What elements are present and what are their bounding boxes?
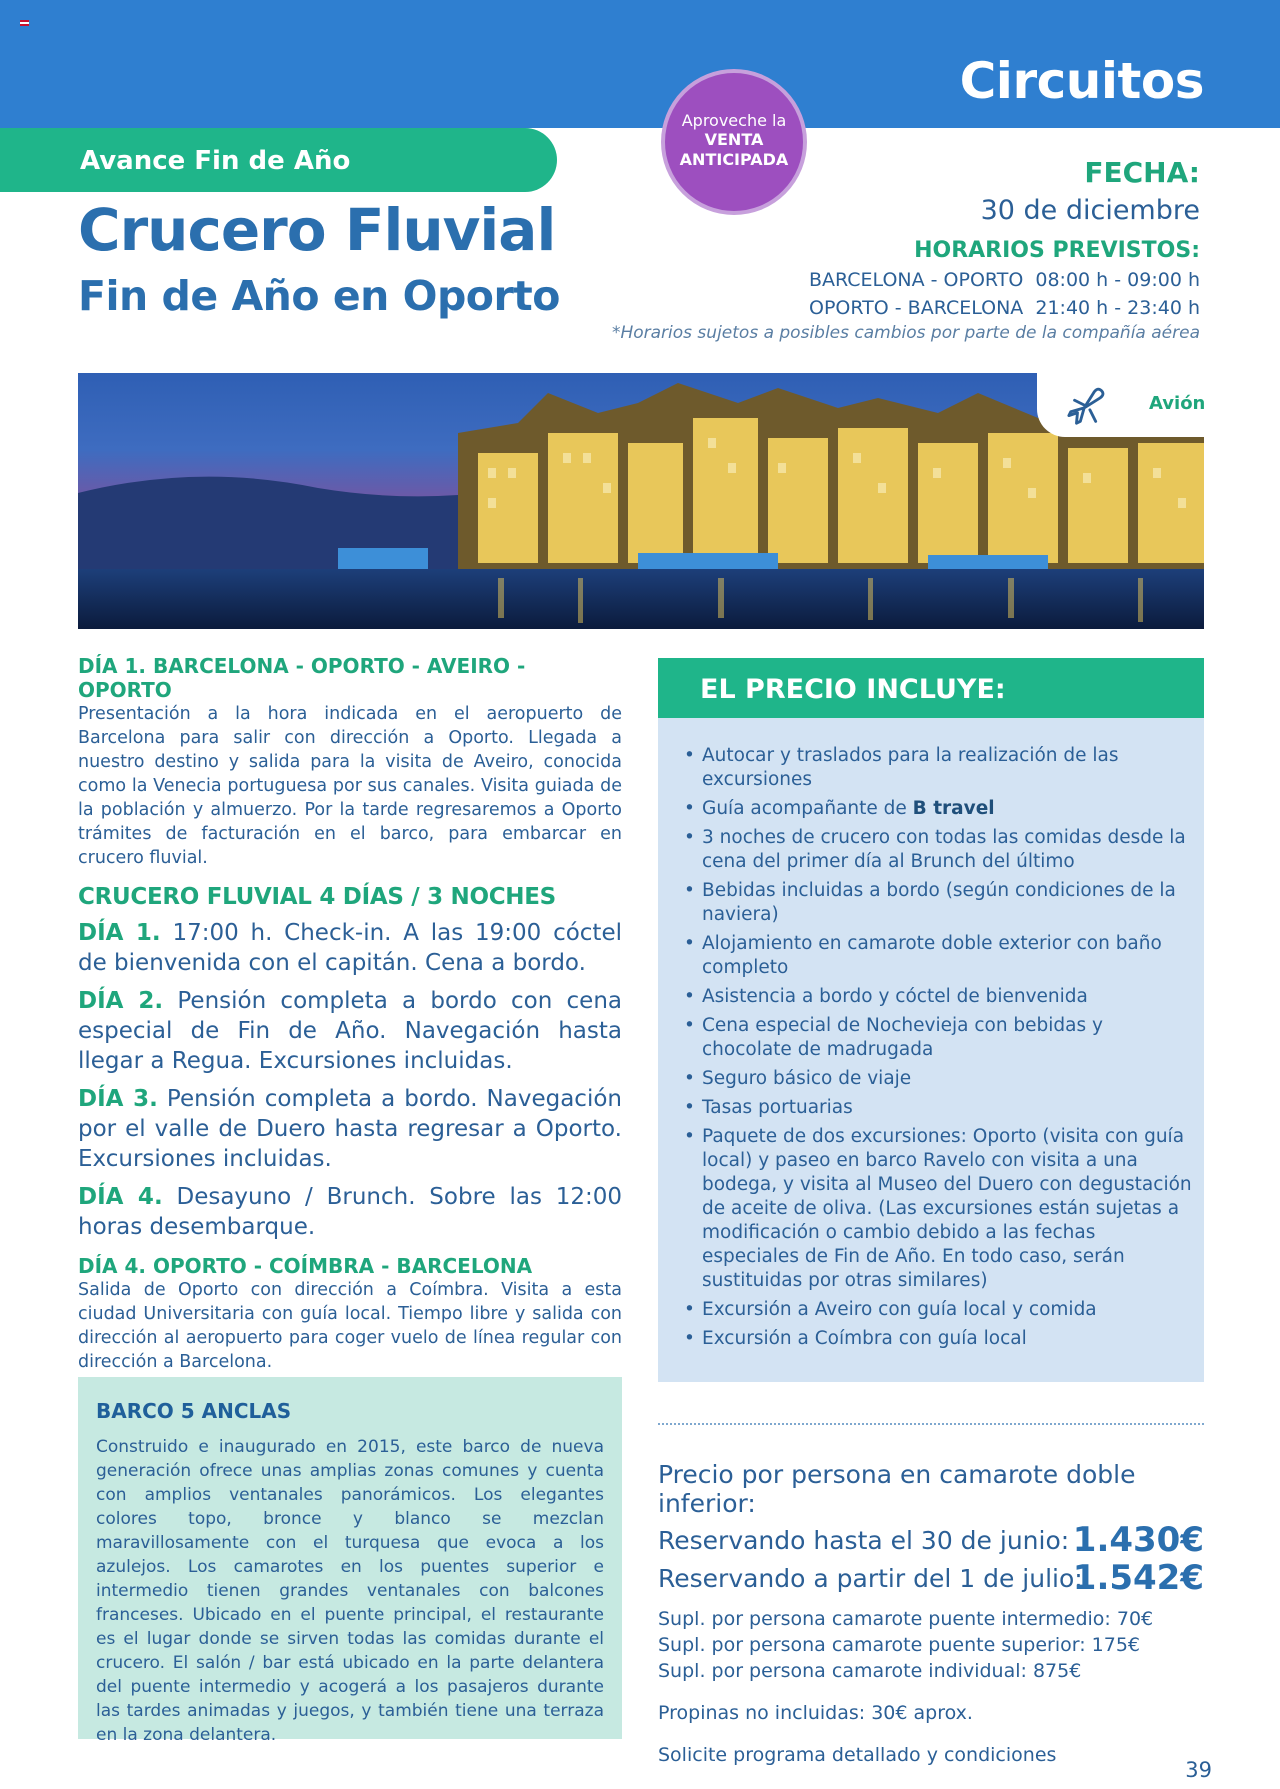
date-value: 30 de diciembre (980, 195, 1200, 226)
section-title: Circuitos (959, 52, 1204, 110)
page-title: Crucero Fluvial (78, 196, 556, 264)
supplement-line: Supl. por persona camarote puente intermedio: 70€ (658, 1608, 1154, 1630)
transport-label: Avión (1149, 393, 1206, 414)
price-intro: Precio por persona en camarote doble inferior: (658, 1460, 1136, 1518)
includes-title: EL PRECIO INCLUYE: (658, 658, 1204, 718)
ship-info-box (78, 1377, 622, 1745)
ship-description: Construido e inaugurado en 2015, este barco de nueva generación ofrece unas amplias zonas comunes y cuenta con amplios ventanales panorámicos. Los elegantes colores topo, bronce y blanco se mezclan maravillosamente con el turquesa que evoca a los azulejos. Los camarotes en los puentes superior e intermedio tienen grandes ventanales con balcones franceses. Ubicado en el puente principal, el restaurante es el lugar donde se sirven todas las comidas durante el crucero. El salón / bar está ubicado en la parte delantera del puente intermedio y acogerá a los pasajeros durante las tardes animadas y juegos, y también tiene una terraza en la zona delantera. (96, 1437, 604, 1745)
date-label: FECHA: (1084, 156, 1200, 189)
list-item: • Cena especial de Nochevieja con bebidas y chocolate de madrugada (684, 1014, 1192, 1062)
plane-icon (1065, 383, 1111, 429)
price-amount: 1.542€ (1072, 1558, 1204, 1598)
divider (658, 1423, 1204, 1425)
schedule-label: HORARIOS PREVISTOS: (914, 238, 1200, 263)
spain-flag-icon (20, 20, 29, 26)
trip-info (612, 156, 1200, 343)
cruise-day-label: DÍA 1. (78, 920, 161, 946)
cruise-heading: CRUCERO FLUVIAL 4 DÍAS / 3 NOCHES (78, 884, 556, 910)
includes-list (658, 718, 1204, 1351)
guide-brand: B travel (912, 798, 995, 819)
guide-prefix: Guía acompañante de (702, 798, 913, 819)
page-subtitle: Fin de Año en Oporto (78, 272, 560, 320)
request-note: Solicite programa detallado y condiciones (658, 1744, 1057, 1766)
day1-text: Presentación a la hora indicada en el aeropuerto de Barcelona para salir con dirección a Oporto. Llegada a nuestro destino y salida para la visita de Aveiro, conocida como la Venecia portuguesa por sus canales. Visita guiada de la población y almuerzo. Por la tarde regresaremos a Oporto trámites de facturación en el barco, para embarcar en crucero fluvial. (78, 704, 622, 868)
list-item: • Bebidas incluidas a bordo (según condiciones de la naviera) (684, 879, 1192, 927)
day4-heading: DÍA 4. OPORTO - COÍMBRA - BARCELONA (78, 1254, 533, 1278)
price-label: Reservando hasta el 30 de junio: (658, 1526, 1070, 1555)
supplement-line: Supl. por persona camarote individual: 875€ (658, 1660, 1082, 1682)
price-includes-box (658, 658, 1204, 1382)
cruise-day-text: Desayuno / Brunch. Sobre las 12:00 horas desembarque. (78, 1184, 623, 1240)
hero-image (78, 373, 1204, 629)
list-item: • Excursión a Coímbra con guía local (684, 1327, 1192, 1351)
supplement-line: Supl. por persona camarote puente superior: 175€ (658, 1634, 1140, 1656)
price-amount: 1.430€ (1072, 1520, 1204, 1560)
schedule-note: *Horarios sujetos a posibles cambios por parte de la compañía aérea (611, 323, 1200, 343)
list-item: • Paquete de dos excursiones: Oporto (visita con guía local) y paseo en barco Ravelo con visita a una bodega, y visita al Museo del Duero con degustación de aceite de oliva. (Las excursiones están sujetas a modificación o cambio debido a las fechas especiales de Fin de Año. En todo caso, serán sustituidas por otras similares) (684, 1125, 1192, 1293)
cruise-day-2 (78, 986, 622, 1076)
cruise-day-label: DÍA 3. (78, 1086, 158, 1112)
cruise-day-label: DÍA 2. (78, 988, 164, 1014)
pricing (658, 1460, 1204, 1766)
porto-night-illustration (78, 373, 1204, 629)
cruise-day-1 (78, 918, 622, 978)
price-row-early (658, 1520, 1204, 1560)
kicker-banner (0, 128, 557, 192)
list-item: • Seguro básico de viaje (684, 1067, 1192, 1091)
price-label: Reservando a partir del 1 de julio: (658, 1564, 1083, 1593)
itinerary (78, 654, 622, 1374)
tips-note: Propinas no incluidas: 30€ aprox. (658, 1702, 973, 1724)
list-item: • Tasas portuarias (684, 1096, 1192, 1120)
cruise-day-4 (78, 1182, 622, 1242)
list-item: • Autocar y traslados para la realización de las excursiones (684, 744, 1192, 792)
ship-title: BARCO 5 ANCLAS (96, 1399, 292, 1423)
price-row-late (658, 1558, 1204, 1598)
cruise-day-text: Pensión completa a bordo con cena especial de Fin de Año. Navegación hasta llegar a Regua. Excursiones incluidas. (78, 988, 623, 1074)
day1-heading: DÍA 1. BARCELONA - OPORTO - AVEIRO - OPORTO (78, 654, 526, 702)
route-return: OPORTO - BARCELONA 21:40 h - 23:40 h (808, 297, 1200, 319)
promo-line-3: ANTICIPADA (679, 150, 789, 169)
promo-line-1: Aproveche la (681, 111, 787, 130)
page-number: 39 (1185, 1758, 1212, 1782)
promo-line-2: VENTA (704, 130, 764, 149)
cruise-day-label: DÍA 4. (78, 1184, 163, 1210)
list-item: • Asistencia a bordo y cóctel de bienvenida (684, 985, 1192, 1009)
cruise-day-text: Pensión completa a bordo. Navegación por el valle de Duero hasta regresar a Oporto. Excursiones incluidas. (78, 1086, 622, 1172)
cruise-day-text: 17:00 h. Check-in. A las 19:00 cóctel de bienvenida con el capitán. Cena a bordo. (78, 920, 622, 976)
route-outbound: BARCELONA - OPORTO 08:00 h - 09:00 h (808, 269, 1200, 291)
list-item: • 3 noches de crucero con todas las comidas desde la cena del primer día al Brunch del último (684, 826, 1192, 874)
cruise-day-3 (78, 1084, 622, 1174)
transport-tab (1037, 373, 1204, 437)
list-item (684, 797, 1192, 821)
list-item: • Alojamiento en camarote doble exterior con baño completo (684, 932, 1192, 980)
day4-text: Salida de Oporto con dirección a Coímbra. Visita a esta ciudad Universitaria con guía local. Tiempo libre y salida con dirección al aeropuerto para coger vuelo de línea regular con dirección a Barcelona. (78, 1280, 622, 1372)
kicker-label: Avance Fin de Año (80, 146, 351, 176)
list-item: • Excursión a Aveiro con guía local y comida (684, 1298, 1192, 1322)
